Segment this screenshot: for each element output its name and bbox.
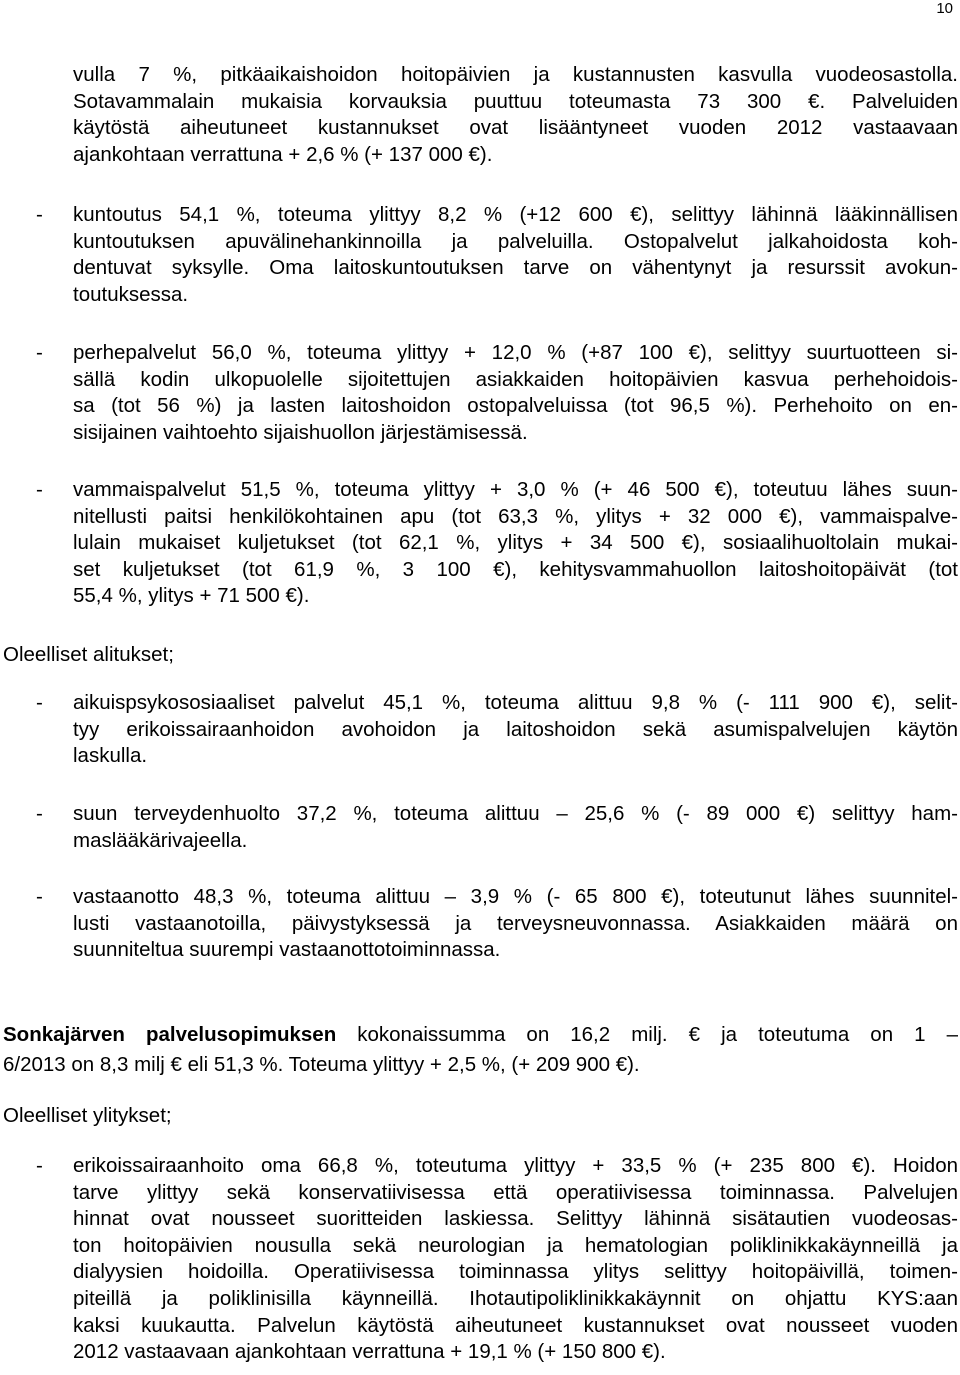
text-line: dialyysien hoidoilla. Operatiivisessa toiminnassa ylitys selittyy hoitopäivillä, toimen- (73, 1260, 958, 1284)
text-line: dentuvat syksylle. Oma laitoskuntoutuksen tarve on vähentynyt ja resurssit avokun- (73, 256, 958, 280)
text-line (3, 1020, 958, 1050)
list-item-text (73, 340, 958, 446)
list-item-text (73, 202, 958, 308)
list-item-text (73, 884, 958, 964)
list-item-text (73, 477, 958, 610)
bullet-dash: - (36, 203, 43, 226)
text-line: suunniteltua suurempi vastaanottotoiminnassa. (73, 938, 501, 962)
text-line: erikoissairaanhoito oma 66,8 %, toteutuma ylittyy + 33,5 % (+ 235 800 €). Hoidon (73, 1154, 958, 1177)
text-line: hinnat ovat nousseet suoritteiden laskiessa. Selittyy lähinnä sisätautien vuodeosas- (73, 1207, 958, 1231)
text-line: 2012 vastaavaan ajankohtaan verrattuna + 19,1 % (+ 150 800 €). (73, 1340, 666, 1364)
text-line: set kuljetukset (tot 61,9 %, 3 100 €), kehitysvammahuollon laitoshoitopäivät (tot (73, 557, 958, 581)
bullet-dash: - (36, 691, 43, 714)
text-line: 55,4 %, ylitys + 71 500 €). (73, 584, 310, 608)
text-line: vulla 7 %, pitkäaikaishoidon hoitopäivien ja kustannusten kasvulla vuodeosastolla. (73, 63, 958, 86)
text-line: käytöstä aiheutuneet kustannukset ovat lisääntyneet vuoden 2012 vastaavaan (73, 116, 958, 140)
text-line: kuntoutus 54,1 %, toteuma ylittyy 8,2 % (+12 600 €), selittyy lähinnä lääkinnällisen (73, 203, 958, 226)
text-line: laskulla. (73, 744, 148, 768)
list-item-text (73, 1153, 958, 1366)
section-heading-overruns: Oleelliset ylitykset; (3, 1104, 172, 1127)
bullet-dash: - (36, 802, 43, 825)
bullet-dash: - (36, 1154, 43, 1177)
text-line: ajankohtaan verrattuna + 2,6 % (+ 137 000 €). (73, 142, 493, 166)
section-heading-underruns: Oleelliset alitukset; (3, 643, 174, 666)
text-line: maslääkärivajeella. (73, 828, 248, 852)
text-line: vammaispalvelut 51,5 %, toteuma ylittyy + 3,0 % (+ 46 500 €), toteutuu lähes suun- (73, 478, 958, 501)
text-line: tarve ylittyy sekä konservatiivisessa että operatiivisessa toiminnassa. Palvelujen (73, 1180, 958, 1204)
intro-paragraph (73, 62, 958, 168)
list-item-text (73, 690, 958, 770)
text-line: 6/2013 on 8,3 milj € eli 51,3 %. Toteuma ylittyy + 2,5 %, (+ 209 900 €). (3, 1053, 640, 1076)
text-line: toutuksessa. (73, 282, 189, 306)
text-line: sällä kodin ulkopuolelle sijoitettujen asiakkaiden hoitopäivien kasvua perhehoidois- (73, 367, 958, 391)
text-line: kaksi kuukautta. Palvelun käytöstä aiheutuneet kustannukset ovat nousseet vuoden (73, 1313, 958, 1337)
text-line: kuntoutuksen apuvälinehankinnoilla ja palveluilla. Ostopalvelut jalkahoidosta koh- (73, 229, 958, 253)
bullet-dash: - (36, 885, 43, 908)
text-line: piteillä ja poliklinisilla käynneillä. Ihotautipoliklinikkakäynnit on ohjattu KYS:aan (73, 1286, 958, 1310)
text-line: ton hoitopäivien nousulla sekä neurologian ja hematologian poliklinikkakäynneillä ja (73, 1233, 958, 1257)
text-line: Sotavammalain mukaisia korvauksia puuttuu toteumasta 73 300 €. Palveluiden (73, 89, 958, 113)
text-line: lusti vastaanotoilla, päivystyksessä ja terveysneuvonnassa. Asiakkaiden määrä on (73, 911, 958, 935)
text-line: nitellusti paitsi henkilökohtainen apu (tot 63,3 %, ylitys + 32 000 €), vammaispalve- (73, 504, 958, 528)
text-span: kokonaissumma on 16,2 milj. € ja toteutuma on 1 – (336, 1023, 958, 1046)
text-line: lulain mukaiset kuljetukset (tot 62,1 %, ylitys + 34 500 €), sosiaalihuoltolain mukai- (73, 531, 958, 555)
text-line: tyy erikoissairaanhoidon avohoidon ja laitoshoidon sekä asumispalvelujen käytön (73, 717, 958, 741)
text-line: vastaanotto 48,3 %, toteuma alittuu – 3,9 % (- 65 800 €), toteutunut lähes suunnitel- (73, 885, 958, 908)
list-item-text (73, 801, 958, 854)
bullet-dash: - (36, 478, 43, 501)
text-line: suun terveydenhuolto 37,2 %, toteuma alittuu – 25,6 % (- 89 000 €) selittyy ham- (73, 802, 958, 825)
text-line: aikuispsykososiaaliset palvelut 45,1 %, toteuma alittuu 9,8 % (- 111 900 €), selit- (73, 691, 958, 714)
text-line: sisijainen vaihtoehto sijaishuollon järjestämisessä. (73, 420, 528, 444)
text-line: perhepalvelut 56,0 %, toteuma ylittyy + 12,0 % (+87 100 €), selittyy suurtuotteen si- (73, 341, 958, 364)
sonkajarvi-paragraph (3, 1020, 958, 1080)
bold-lead: Sonkajärven palvelusopimuksen (3, 1023, 337, 1046)
page-number: 10 (936, 0, 953, 17)
bullet-dash: - (36, 341, 43, 364)
text-line: sa (tot 56 %) ja lasten laitoshoidon ostopalveluissa (tot 96,5 %). Perhehoito on en- (73, 394, 958, 418)
